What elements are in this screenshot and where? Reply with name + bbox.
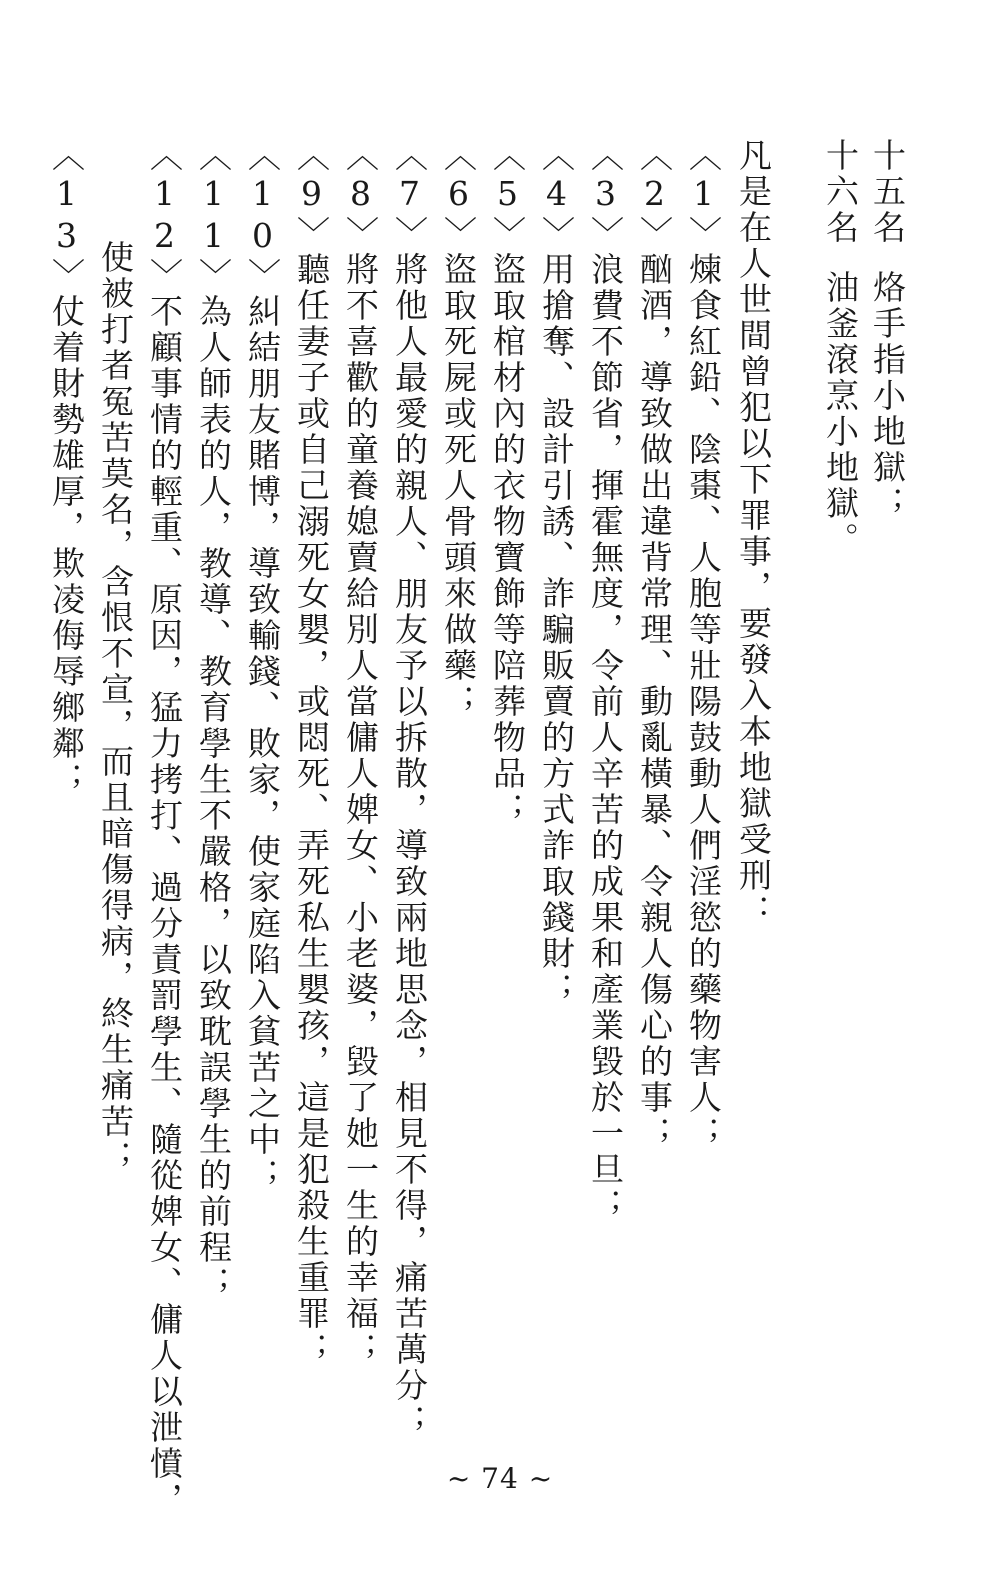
item-text: 浪費不節省，揮霍無度，令前人辛苦的成果和產業毀於一旦； (586, 252, 625, 1224)
item-text: 仗着財勢雄厚，欺凌侮辱鄉鄰； (47, 294, 86, 798)
hell-name: 油釜滾烹小地獄。 (821, 270, 860, 558)
item-text: 盜取死屍或死人骨頭來做藥； (439, 252, 478, 720)
column-15th-hell (862, 138, 912, 522)
item-number: 〈4〉 (537, 138, 576, 252)
sin-item-13 (41, 138, 91, 798)
sin-item-2 (629, 138, 679, 1152)
sin-item-6 (433, 138, 483, 720)
item-text: 用搶奪、設計引誘、詐騙販賣的方式詐取錢財； (537, 252, 576, 1008)
intro-text: 凡是在人世間曾犯以下罪事，要發入本地獄受刑： (734, 138, 773, 930)
sin-item-12-continued (90, 240, 140, 1176)
item-text: 煉食紅鉛、陰棗、人胞等壯陽鼓動人們淫慾的藥物害人； (684, 252, 723, 1152)
sin-item-7 (384, 138, 434, 1440)
item-number: 〈9〉 (292, 138, 331, 252)
item-number: 〈11〉 (194, 138, 233, 294)
item-number: 〈6〉 (439, 138, 478, 252)
item-number: 〈7〉 (390, 138, 429, 252)
hell-rank-label: 十六名 (821, 138, 860, 246)
sin-item-5 (482, 138, 532, 828)
item-text: 酗酒，導致做出違背常理、動亂橫暴、令親人傷心的事； (635, 252, 674, 1152)
item-text: 不顧事情的輕重、原因，猛力拷打、過分責罰學生、隨從婢女、傭人以泄憤， (145, 294, 184, 1518)
column-16th-hell (815, 138, 865, 558)
item-text: 糾結朋友賭博，導致輸錢、敗家，使家庭陷入貧苦之中； (243, 294, 282, 1194)
item-text: 使被打者冤苦莫名，含恨不宣，而且暗傷得病，終生痛苦； (96, 240, 135, 1176)
item-text: 聽任妻子或自己溺死女嬰，或悶死、弄死私生嬰孩，這是犯殺生重罪； (292, 252, 331, 1368)
sin-item-12 (139, 138, 189, 1518)
sin-item-9 (286, 138, 336, 1368)
item-text: 將他人最愛的親人、朋友予以拆散，導致兩地思念，相見不得，痛苦萬分； (390, 252, 429, 1440)
sin-item-4 (531, 138, 581, 1008)
item-number: 〈1〉 (684, 138, 723, 252)
sin-item-8 (335, 138, 385, 1368)
hell-name: 烙手指小地獄； (868, 270, 907, 522)
item-text: 將不喜歡的童養媳賣給別人當傭人婢女、小老婆，毀了她一生的幸福； (341, 252, 380, 1368)
item-number: 〈2〉 (635, 138, 674, 252)
item-number: 〈12〉 (145, 138, 184, 294)
intro-paragraph (728, 138, 778, 930)
item-number: 〈13〉 (47, 138, 86, 294)
sin-item-1 (678, 138, 728, 1152)
item-number: 〈10〉 (243, 138, 282, 294)
item-number: 〈3〉 (586, 138, 625, 252)
item-number: 〈8〉 (341, 138, 380, 252)
page-number: ~ 74 ~ (446, 1462, 554, 1495)
hell-rank-label: 十五名 (868, 138, 907, 246)
sin-item-3 (580, 138, 630, 1224)
item-text: 盜取棺材內的衣物寶飾等陪葬物品； (488, 252, 527, 828)
sin-item-10 (237, 138, 287, 1194)
item-number: 〈5〉 (488, 138, 527, 252)
item-text: 為人師表的人，教導、教育學生不嚴格，以致耽誤學生的前程； (194, 294, 233, 1302)
sin-item-11 (188, 138, 238, 1302)
